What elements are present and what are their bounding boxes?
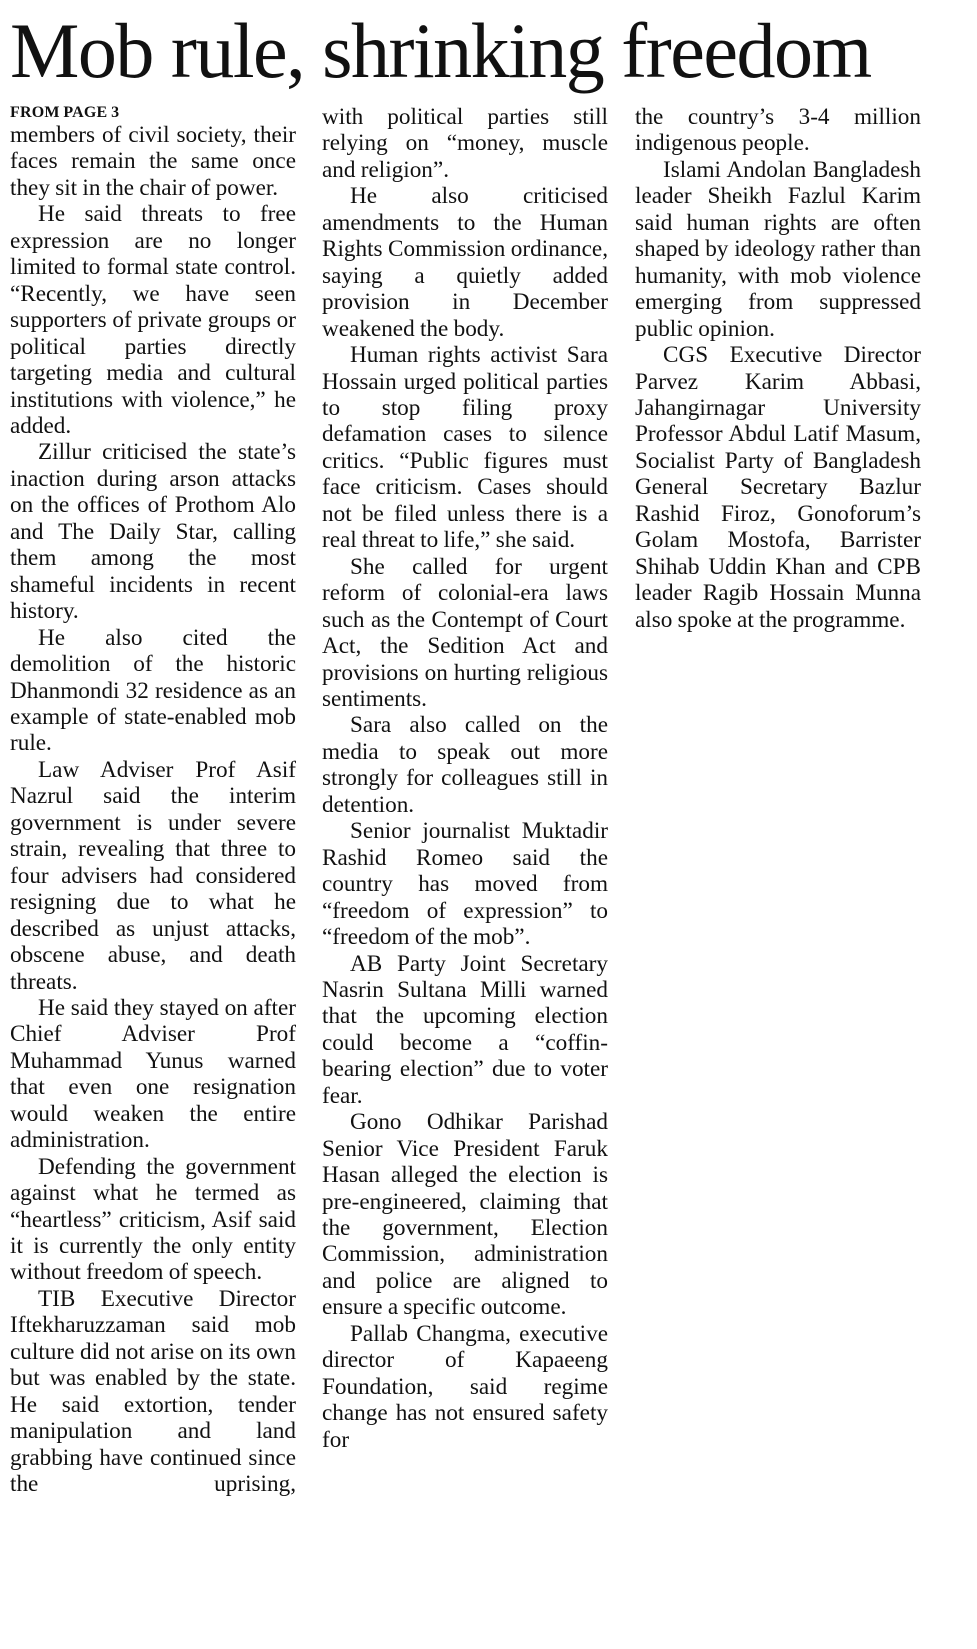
paragraph: He also cited the demolition of the historic Dhanmondi 32 residence as an example of state-enabled mob rule. <box>10 624 296 757</box>
paragraph: Human rights activist Sara Hossain urged political parties to stop filing proxy defamation cases to silence critics. “Public figures must face criticism. Cases should not be filed unless there is a real threat to life,” she said. <box>322 342 608 554</box>
paragraph: He said they stayed on after Chief Adviser Prof Muhammad Yunus warned that even one resignation would weaken the entire administration. <box>10 994 296 1154</box>
article-column-1 <box>10 104 296 1498</box>
paragraph: AB Party Joint Secretary Nasrin Sultana Milli warned that the upcoming election could become a “coffin-bearing election” due to voter fear. <box>322 950 608 1109</box>
headline: Mob rule, shrinking freedom <box>10 7 871 94</box>
article-column-3 <box>635 104 921 633</box>
article-column-2 <box>322 104 608 1453</box>
paragraph: Pallab Changma, executive director of Kapaeeng Foundation, said regime change has not ensured safety for <box>322 1320 608 1453</box>
paragraph: Defending the government against what he termed as “heartless” criticism, Asif said it is currently the only entity without freedom of speech. <box>10 1153 296 1286</box>
paragraph: with political parties still relying on “money, muscle and religion”. <box>322 104 608 183</box>
paragraph: members of civil society, their faces remain the same once they sit in the chair of power. <box>10 122 296 201</box>
paragraph: CGS Executive Director Parvez Karim Abbasi, Jahangirnagar University Professor Abdul Latif Masum, Socialist Party of Bangladesh General Secretary Bazlur Rashid Firoz, Gonoforum’s Golam Mostofa, Barrister Shihab Uddin Khan and CPB leader Ragib Hossain Munna also spoke at the programme. <box>635 342 921 633</box>
paragraph: TIB Executive Director Iftekharuzzaman said mob culture did not arise on its own but was enabled by the state. He said extortion, tender manipulation and land grabbing have continued since the uprising, <box>10 1285 296 1498</box>
paragraph: He said threats to free expression are no longer limited to formal state control. “Recently, we have seen supporters of private groups or political parties directly targeting media and cultural institutions with violence,” he added. <box>10 201 296 439</box>
paragraph: the country’s 3-4 million indigenous people. <box>635 104 921 157</box>
paragraph: She called for urgent reform of colonial-era laws such as the Contempt of Court Act, the Sedition Act and provisions on hurting religious sentiments. <box>322 553 608 712</box>
paragraph: Senior journalist Muktadir Rashid Romeo said the country has moved from “freedom of expression” to “freedom of the mob”. <box>322 818 608 951</box>
dateline: FROM PAGE 3 <box>10 104 120 121</box>
paragraph: Law Adviser Prof Asif Nazrul said the interim government is under severe strain, revealing that three to four advisers had considered resigning due to what he described as unjust attacks, obscene abuse, and death threats. <box>10 756 296 995</box>
paragraph: He also criticised amendments to the Human Rights Commission ordinance, saying a quietly added provision in December weakened the body. <box>322 183 608 342</box>
paragraph: Zillur criticised the state’s inaction during arson attacks on the offices of Prothom Alo and The Daily Star, calling them among the most shameful incidents in recent history. <box>10 439 296 625</box>
paragraph: Sara also called on the media to speak out more strongly for colleagues still in detention. <box>322 712 608 818</box>
paragraph: Gono Odhikar Parishad Senior Vice President Faruk Hasan alleged the election is pre-engineered, claiming that the government, Election Commission, administration and police are aligned to ensure a specific outcome. <box>322 1109 608 1321</box>
paragraph: Islami Andolan Bangladesh leader Sheikh Fazlul Karim said human rights are often shaped by ideology rather than humanity, with mob violence emerging from suppressed public opinion. <box>635 156 921 342</box>
